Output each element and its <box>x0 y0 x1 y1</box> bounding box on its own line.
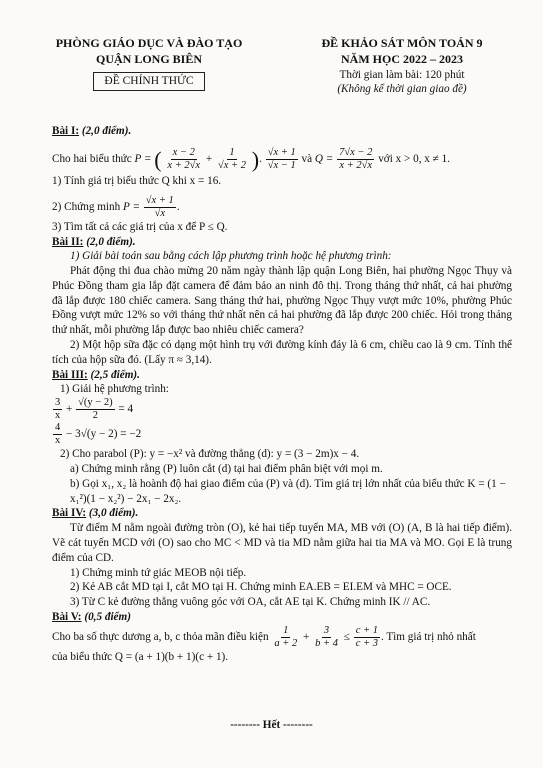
bai2-points: (2,0 điểm). <box>86 235 136 248</box>
bai1-heading <box>52 124 512 139</box>
bai3-q2b: b) Gọi x₁, x₂ là hoành độ hai giao điểm của (P) và (d). Tìm giá trị lớn nhất của biểu thức K = (1 − x₁²)(1 − x₂²) − 2x₁ − 2x₂. <box>70 477 506 505</box>
bai2-title: Bài II: <box>52 235 84 248</box>
bai5-heading <box>52 610 512 625</box>
bai1-q3: 3) Tìm tất cả các giá trị của x để P ≤ Q. <box>52 220 228 233</box>
fraction-3: $\frac{√x + 1}{√x - 1}$ <box>267 146 296 171</box>
bai3-q1: 1) Giải hệ phương trình: <box>60 383 169 396</box>
bai3-q2: 2) Cho parabol (P): y = −x² và đường thẳng (d): y = (3 − 2m)x − 4. <box>60 448 360 461</box>
fraction-q: $\frac{7√x - 2}{x + 2√x}$ <box>339 146 373 171</box>
p-lhs: P = <box>134 152 152 165</box>
bai4-q2: 2) Kẻ AB cắt MD tại I, cắt MO tại H. Chứng minh EA.EB = EI.EM và MHC = OCE. <box>70 581 452 594</box>
bai3-q2a: a) Chứng minh rằng (P) luôn cắt (d) tại hai điểm phân biệt với mọi m. <box>70 463 383 476</box>
exam-title: ĐỀ KHẢO SÁT MÔN TOÁN 9 <box>321 36 483 50</box>
exam-content: Bài I: (2,0 điểm). Cho hai biểu thức P = ( $\frac{x - 2}{x + 2√x}$ + $\frac{1}{√x + 2}$ ). $\frac{√x + 1}{√x - 1}$ và Q = $\frac{7√x - 2}{x + 2√x}$ với x > 0, x ≠ 1. 1) Tính giá trị biểu thức Q khi x = 16. 2) Chứng minh P = $\frac{√x + 1}{√x}$ . 3) Tìm tất cả các giá trị của x để P ≤ Q. Bài II: (2,0 điểm). 1) Giải bài toán sau bằng cách lập phương trình hoặc hệ phương trình: Phát động thi đua chào mừng 20 năm ngày thành lập quận Long Biên, hai phường Ngọc Thụy và Phúc Đồng tham gia lắp đặt camera để đảm bảo an ninh đô thị. Trong tháng thứ nhất, cả hai phường đã lắp được 180 chiếc camera. Sang tháng thứ hai, phường Ngọc Thụy vượt mức 10%, phường Phúc Đồng vượt mức 12% so với tháng thứ nhất nên cả hai phường đã lắp được 200 chiếc. Hỏi trong tháng thứ nhất, mỗi phường lắp được bao nhiêu chiếc camera? 2) Một hộp sữa đặc có dạng một hình trụ với đường kính đáy là 6 cm, chiều cao là 9 cm. Tính thể tích của hộp sữa đó. (Lấy π ≈ 3,14). Bài III: (2,5 điểm). 1) Giải hệ phương trình: $\frac{3}{x}$ + $\frac{√(y - 2)}{2}$ = 4 $\frac{4}{x}$ − 3√(y − 2) = −2 2) Cho parabol (P): y = −x² và đường thẳng (d): y = (3 − 2m)x − 4. a) Chứng minh rằng (P) luôn cắt (d) tại hai điểm phân biệt với mọi m. b) Gọi x₁, x₂ là hoành độ hai giao điểm của (P) và (d). Tìm giá trị lớn nhất của biểu thức K = (1 − x₁²)(1 − x₂²) − 2x₁ − 2x₂. Bài IV: (3,0 điểm). Từ điểm M nằm ngoài đường tròn (O), kẻ hai tiếp tuyến MA, MB với (O) (A, B là hai tiếp điểm). Vẽ cát tuyến MCD với (O) sao cho MC < MD và tia MD nằm giữa hai tia MA và MO. Gọi E là trung điểm của CD. 1) Chứng minh tứ giác MEOB nội tiếp. 2) Kẻ AB cắt MD tại I, cắt MO tại H. Chứng minh EA.EB = EI.EM và MHC = OCE. 3) Từ C kẻ đường thẳng vuông góc với OA, cắt AE tại K. Chứng minh IK // AC. Bài V: (0,5 điểm) Cho ba số thực dương a, b, c thỏa mãn điều kiện $\frac{1}{a + 2}$ + $\frac{3}{b + 4}$ ≤ $\frac{c + 1}{c + 3}$ . Tìm giá trị nhỏ nhất của biểu thức Q = (a + 1)(b + 1)(c + 1). <box>52 125 512 663</box>
bai1-q1: 1) Tính giá trị biểu thức Q khi x = 16. <box>52 174 222 187</box>
bai4-q1: 1) Chứng minh tứ giác MEOB nội tiếp. <box>70 566 247 579</box>
bai4-text: Từ điểm M nằm ngoài đường tròn (O), kẻ hai tiếp tuyến MA, MB với (O) (A, B là hai tiếp điểm). Vẽ cát tuyến MCD với (O) sao cho MC < MD và tia MD nằm giữa hai tia MA và MO. Gọi E là trung điểm của CD. <box>52 522 512 564</box>
bai1-q2: 2) Chứng minh P = $\frac{√x + 1}{√x}$ . <box>52 194 180 219</box>
bai5-points: (0,5 điểm) <box>84 610 131 623</box>
time-note: (Không kể thời gian giao đề) <box>337 83 467 96</box>
header-left <box>34 36 264 91</box>
bai1-points: (2,0 điểm). <box>81 125 132 137</box>
fraction-1: $\frac{x - 2}{x + 2√x}$ <box>167 146 201 171</box>
bai4-q3: 3) Từ C kẻ đường thẳng vuông góc với OA, cắt AE tại K. Chứng minh IK // AC. <box>70 596 431 609</box>
bai4-title: Bài IV: <box>52 507 87 520</box>
bai5-title: Bài V: <box>52 610 82 623</box>
time-limit: Thời gian làm bài: 120 phút <box>339 68 465 81</box>
bai2-sub1: 1) Giải bài toán sau bằng cách lập phương trình hoặc hệ phương trình: <box>70 250 392 263</box>
bai2-text2: 2) Một hộp sữa đặc có dạng một hình trụ với đường kính đáy là 6 cm, chiều cao là 9 cm. Tính thể tích của hộp sữa đó. (Lấy π ≈ 3,14). <box>52 338 512 366</box>
bai3-points: (2,5 điểm). <box>90 368 140 381</box>
bai2-text1: Phát động thi đua chào mừng 20 năm ngày thành lập quận Long Biên, hai phường Ngọc Thụy và Phúc Đồng tham gia lắp đặt camera để đảm bảo an ninh đô thị. Trong tháng thứ nhất, cả hai phường đã lắp được 180 chiếc camera. Sang tháng thứ hai, phường Ngọc Thụy vượt mức 10%, phường Phúc Đồng vượt mức 12% so với tháng thứ nhất nên cả hai phường đã lắp được 200 chiếc. Hỏi trong tháng thứ nhất, mỗi phường lắp được bao nhiêu chiếc camera? <box>52 265 512 337</box>
bai4-points: (3,0 điểm). <box>88 507 139 520</box>
q-lhs: Q = <box>314 152 334 165</box>
school-year: NĂM HỌC 2022 – 2023 <box>341 51 463 66</box>
bai3-title: Bài III: <box>52 368 88 381</box>
bai1-condition: với x > 0, x ≠ 1. <box>378 152 451 165</box>
district-name: QUẬN LONG BIÊN <box>95 51 202 66</box>
header-right <box>282 36 522 97</box>
fraction-q2: $\frac{√x + 1}{√x}$ <box>145 194 174 219</box>
fraction-2: $\frac{1}{√x + 2}$ <box>217 146 246 171</box>
bai4-heading <box>52 506 512 521</box>
bai3-heading <box>52 368 512 383</box>
bai5-line2: của biểu thức Q = (a + 1)(b + 1)(c + 1). <box>52 650 229 663</box>
bai1-intro: Cho hai biểu thức <box>52 152 132 165</box>
department-name: PHÒNG GIÁO DỤC VÀ ĐÀO TẠO <box>55 36 243 50</box>
bai1-expressions: Cho hai biểu thức P = ( $\frac{x - 2}{x + 2√x}$ + $\frac{1}{√x + 2}$ ). $\frac{√x + 1}{√x - 1}$ và Q = $\frac{7√x - 2}{x + 2√x}$ với x > 0, x ≠ 1. <box>52 146 451 172</box>
bai1-title: Bài I: <box>52 125 80 137</box>
official-label: ĐỀ CHÍNH THỨC <box>93 72 204 91</box>
bai2-heading <box>52 235 512 250</box>
bai5-condition: Cho ba số thực dương a, b, c thỏa mãn điều kiện $\frac{1}{a + 2}$ + $\frac{3}{b + 4}$ ≤ $\frac{c + 1}{c + 3}$ . Tìm giá trị nhỏ nhất <box>52 624 476 649</box>
end-marker: -------- Hết -------- <box>230 719 313 731</box>
